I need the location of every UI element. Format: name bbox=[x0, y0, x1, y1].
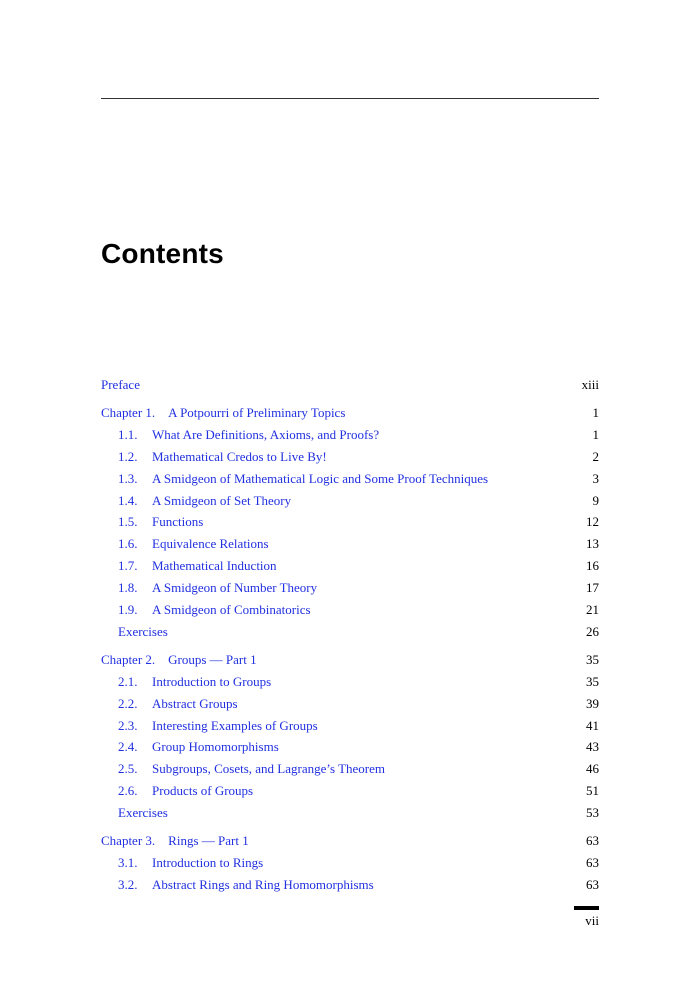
toc-page-number: 46 bbox=[586, 761, 599, 776]
toc-entry bbox=[101, 875, 599, 895]
toc-page-number: 2 bbox=[592, 449, 599, 464]
toc-entry-link[interactable] bbox=[118, 556, 277, 576]
toc-entry-link[interactable] bbox=[118, 512, 203, 532]
toc-entry-number: 2.3. bbox=[118, 718, 138, 733]
toc-entry bbox=[101, 512, 599, 532]
toc-entry-title: Exercises bbox=[118, 624, 168, 639]
toc-entry-link[interactable] bbox=[118, 716, 318, 736]
toc-entry-title: A Smidgeon of Number Theory bbox=[152, 580, 318, 595]
toc-page-number: 21 bbox=[586, 602, 599, 617]
toc-entry-link[interactable] bbox=[118, 447, 327, 467]
toc-entry-link[interactable] bbox=[118, 853, 263, 873]
toc-entry bbox=[101, 716, 599, 736]
toc-entry-number: 1.1. bbox=[118, 427, 138, 442]
toc-entry-link[interactable] bbox=[101, 650, 257, 670]
toc-entry-link[interactable] bbox=[118, 737, 279, 757]
toc-entry-title: Products of Groups bbox=[152, 783, 254, 798]
toc-entry-link[interactable] bbox=[118, 491, 291, 511]
toc-page-number: 63 bbox=[586, 877, 599, 892]
table-of-contents bbox=[101, 0, 599, 1000]
toc-entry-title: Equivalence Relations bbox=[152, 536, 269, 551]
toc-entry-number: 2.2. bbox=[118, 696, 138, 711]
toc-entry-number: 2.5. bbox=[118, 761, 138, 776]
toc-page-number: 39 bbox=[586, 696, 599, 711]
toc-entry-title: A Smidgeon of Set Theory bbox=[152, 493, 292, 508]
toc-entry-link[interactable] bbox=[118, 803, 168, 823]
toc-page-number: 63 bbox=[586, 855, 599, 870]
toc-page-number: 26 bbox=[586, 624, 599, 639]
toc-entry-title: A Smidgeon of Mathematical Logic and Some Proof Techniques bbox=[152, 471, 489, 486]
toc-entry bbox=[101, 672, 599, 692]
toc-entry-title: Introduction to Rings bbox=[152, 855, 264, 870]
toc-entry-title: Functions bbox=[152, 514, 204, 529]
toc-page-number: 17 bbox=[586, 580, 599, 595]
folio-bar bbox=[574, 906, 599, 910]
toc-entry bbox=[101, 534, 599, 554]
toc-entry-title: Exercises bbox=[118, 805, 168, 820]
toc-page-number: 13 bbox=[586, 536, 599, 551]
toc-entry-link[interactable] bbox=[118, 694, 238, 714]
toc-entry-link[interactable] bbox=[118, 672, 271, 692]
toc-entry bbox=[101, 491, 599, 511]
toc-entry-title: Mathematical Credos to Live By! bbox=[152, 449, 327, 464]
toc-entry bbox=[101, 650, 599, 670]
toc-page-number: 9 bbox=[592, 493, 599, 508]
toc-entry bbox=[101, 622, 599, 642]
toc-entry-link[interactable] bbox=[118, 425, 379, 445]
toc-page-number: 51 bbox=[586, 783, 599, 798]
toc-entry-number: Chapter 2. bbox=[101, 652, 156, 667]
toc-page-number: 41 bbox=[586, 718, 599, 733]
toc-entry-title: What Are Definitions, Axioms, and Proofs? bbox=[152, 427, 380, 442]
toc-entry-title: Rings — Part 1 bbox=[168, 833, 249, 848]
toc-entry-link[interactable] bbox=[118, 578, 317, 598]
toc-page-number: 12 bbox=[586, 514, 599, 529]
toc-entry bbox=[101, 853, 599, 873]
toc-page-number: 1 bbox=[592, 405, 599, 420]
toc-entry-link[interactable] bbox=[101, 375, 140, 395]
toc-page-number: 3 bbox=[592, 471, 599, 486]
toc-entry-number: 3.2. bbox=[118, 877, 138, 892]
page-title: Contents bbox=[101, 238, 224, 269]
toc-page-number: 16 bbox=[586, 558, 599, 573]
toc-entry-link[interactable] bbox=[118, 534, 269, 554]
toc-entry bbox=[101, 600, 599, 620]
toc-page-number: 35 bbox=[586, 674, 599, 689]
toc-page-number: xiii bbox=[581, 377, 599, 392]
toc-page-number: 1 bbox=[592, 427, 599, 442]
toc-entry-number: 1.9. bbox=[118, 602, 138, 617]
toc-entry-number: 1.2. bbox=[118, 449, 138, 464]
toc-entry-link[interactable] bbox=[101, 403, 345, 423]
toc-entry-title: Mathematical Induction bbox=[152, 558, 277, 573]
toc-entry-number: Chapter 3. bbox=[101, 833, 156, 848]
toc-entry-title: A Smidgeon of Combinatorics bbox=[152, 602, 311, 617]
toc-entry-title: Introduction to Groups bbox=[152, 674, 272, 689]
toc-page-number: 53 bbox=[586, 805, 599, 820]
toc-entry-number: 1.7. bbox=[118, 558, 138, 573]
toc-entry bbox=[101, 447, 599, 467]
toc-entry-link[interactable] bbox=[118, 759, 385, 779]
toc-entry bbox=[101, 375, 599, 395]
toc-entry bbox=[101, 803, 599, 823]
toc-entry-number: 1.6. bbox=[118, 536, 138, 551]
toc-entry bbox=[101, 831, 599, 851]
toc-entry bbox=[101, 556, 599, 576]
toc-entry-number: 2.1. bbox=[118, 674, 138, 689]
toc-entry-title: Group Homomorphisms bbox=[152, 739, 279, 754]
toc-entry-number: 1.5. bbox=[118, 514, 138, 529]
toc-entry bbox=[101, 578, 599, 598]
toc-entry bbox=[101, 759, 599, 779]
toc-entry-link[interactable] bbox=[118, 469, 488, 489]
toc-entry-title: Abstract Rings and Ring Homomorphisms bbox=[152, 877, 374, 892]
toc-entry-title: Abstract Groups bbox=[152, 696, 238, 711]
toc-entry bbox=[101, 425, 599, 445]
toc-entry-link[interactable] bbox=[118, 622, 168, 642]
toc-entry-title: A Potpourri of Preliminary Topics bbox=[168, 405, 346, 420]
toc-entry-link[interactable] bbox=[118, 600, 311, 620]
toc-entry bbox=[101, 694, 599, 714]
toc-entry bbox=[101, 737, 599, 757]
page-number: vii bbox=[585, 913, 599, 928]
toc-entry bbox=[101, 403, 599, 423]
toc-entry bbox=[101, 469, 599, 489]
toc-entry-title: Preface bbox=[101, 377, 140, 392]
toc-page-number: 35 bbox=[586, 652, 599, 667]
toc-entry-number: 1.3. bbox=[118, 471, 138, 486]
toc-entry-link[interactable] bbox=[118, 875, 374, 895]
toc-entry bbox=[101, 781, 599, 801]
toc-entry-title: Groups — Part 1 bbox=[168, 652, 257, 667]
toc-page-number: 63 bbox=[586, 833, 599, 848]
toc-entry-number: 2.4. bbox=[118, 739, 138, 754]
toc-entry-number: 2.6. bbox=[118, 783, 138, 798]
toc-entry-number: Chapter 1. bbox=[101, 405, 156, 420]
toc-entry-link[interactable] bbox=[101, 831, 249, 851]
toc-entry-number: 3.1. bbox=[118, 855, 138, 870]
toc-entry-link[interactable] bbox=[118, 781, 253, 801]
toc-entry-number: 1.8. bbox=[118, 580, 138, 595]
toc-entry-title: Interesting Examples of Groups bbox=[152, 718, 318, 733]
toc-entry-number: 1.4. bbox=[118, 493, 138, 508]
toc-entry-title: Subgroups, Cosets, and Lagrange’s Theorem bbox=[152, 761, 385, 776]
toc-page-number: 43 bbox=[586, 739, 599, 754]
